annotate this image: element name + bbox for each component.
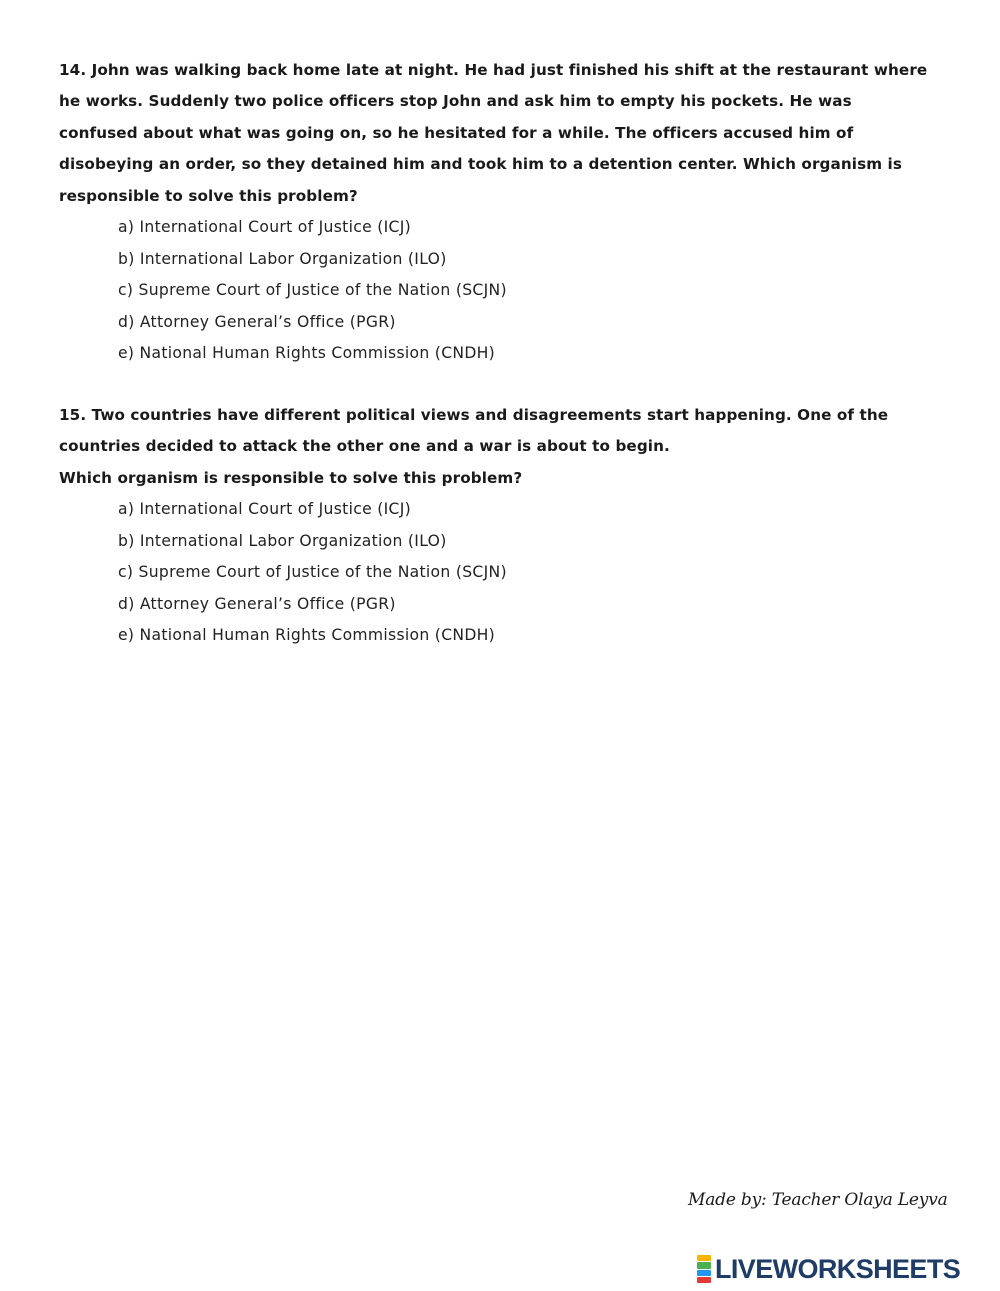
option-b: b) International Labor Organization (ILO) bbox=[118, 531, 447, 550]
logo-block-l bbox=[697, 1255, 711, 1261]
option-a: a) International Court of Justice (ICJ) bbox=[118, 218, 411, 237]
question-15-text-line2: Which organism is responsible to solve this problem? bbox=[59, 468, 523, 487]
brand-name: LIVEWORKSHEETS bbox=[715, 1254, 961, 1284]
logo-block-v bbox=[697, 1270, 711, 1276]
option-e: e) National Human Rights Commission (CNDH) bbox=[118, 626, 496, 645]
question-15 bbox=[59, 400, 929, 652]
question-14 bbox=[59, 55, 929, 370]
option-a: a) International Court of Justice (ICJ) bbox=[118, 500, 411, 519]
liveworksheets-logo-icon bbox=[697, 1255, 711, 1283]
question-14-options bbox=[59, 212, 929, 370]
question-15-text bbox=[59, 400, 929, 494]
option-c: c) Supreme Court of Justice of the Nation (SCJN) bbox=[118, 563, 507, 582]
liveworksheets-brand bbox=[697, 1255, 960, 1283]
option-d: d) Attorney General’s Office (PGR) bbox=[118, 312, 396, 331]
option-c: c) Supreme Court of Justice of the Nation (SCJN) bbox=[118, 281, 507, 300]
question-15-text-line1: 15. Two countries have different political views and disagreements start happening. One of the countries decided to attack the other one and a war is about to begin. bbox=[59, 406, 889, 456]
author-credit: Made by: Teacher Olaya Leyva bbox=[688, 1190, 948, 1210]
question-15-options bbox=[59, 494, 929, 652]
option-e: e) National Human Rights Commission (CNDH) bbox=[118, 344, 496, 363]
question-14-text: 14. John was walking back home late at night. He had just finished his shift at the restaurant where he works. Suddenly two police officers stop John and ask him to empty his pockets. He was confused about what was going on, so he hesitated for a while. The officers accused him of disobeying an order, so they detained him and took him to a detention center. Which organism is responsible to solve this problem? bbox=[59, 61, 928, 205]
option-d: d) Attorney General’s Office (PGR) bbox=[118, 594, 396, 613]
option-b: b) International Labor Organization (ILO) bbox=[118, 249, 447, 268]
logo-block-i bbox=[697, 1262, 711, 1268]
logo-block-e bbox=[697, 1277, 711, 1283]
